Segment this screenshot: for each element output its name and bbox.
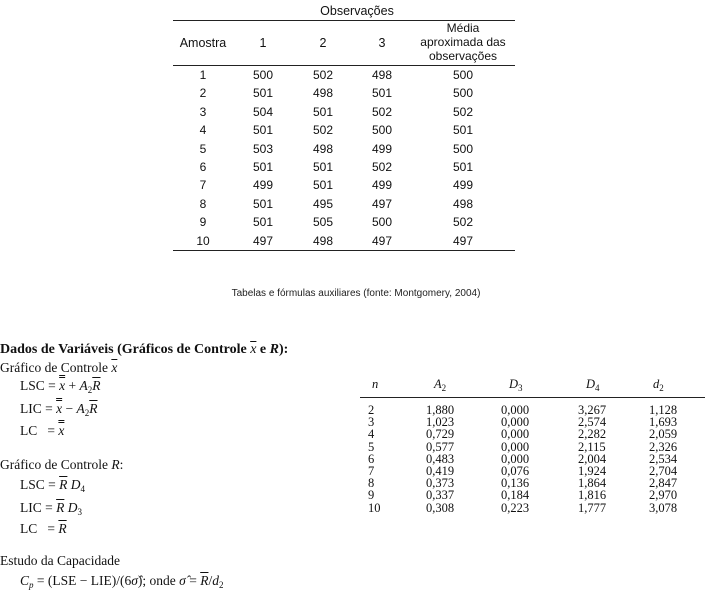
observation-cell: 500 <box>452 86 474 101</box>
observation-cell: 3 <box>199 104 207 119</box>
constants-row <box>360 477 705 489</box>
constants-row <box>360 404 705 416</box>
constants-cell: 5 <box>368 439 375 454</box>
constants-row <box>360 502 705 514</box>
constants-cell: 1,023 <box>426 415 455 430</box>
constants-cell: 2,574 <box>578 415 607 430</box>
header-obs-3: 3 <box>378 36 386 50</box>
observation-cell: 497 <box>252 233 274 248</box>
bottom-rule <box>173 250 515 251</box>
observation-cell: 497 <box>371 233 393 248</box>
constants-cell: 2,115 <box>578 439 606 454</box>
r-lc-formula: LC = $\overline{R}$ <box>20 521 67 536</box>
header-media-line-3: observações <box>428 49 498 63</box>
observation-row <box>173 197 515 215</box>
observation-row <box>173 234 515 252</box>
observation-row <box>173 160 515 178</box>
constants-cell: 0,000 <box>501 439 530 454</box>
section-title: Dados de Variáveis (Gráficos de Controle $\overline{x}$ e R): <box>0 342 289 357</box>
observation-cell: 505 <box>312 215 334 230</box>
constants-cell: 3 <box>368 415 375 430</box>
header-a2: $A_2$ <box>434 377 447 393</box>
constants-cell: 1,880 <box>426 403 455 417</box>
header-obs-1: 1 <box>259 36 267 50</box>
observation-cell: 10 <box>196 233 210 248</box>
constants-cell: 4 <box>368 427 375 442</box>
constants-cell: 6 <box>368 451 375 466</box>
constants-header <box>360 377 705 393</box>
constants-cell: 0,373 <box>426 476 455 491</box>
constants-cell: 8 <box>368 476 375 491</box>
constants-cell: 0,223 <box>501 500 530 515</box>
constants-row <box>360 453 705 465</box>
constants-cell: 0,076 <box>501 464 530 478</box>
r-lsc-formula: LSC = $\overline{R}$ $D_4$ <box>20 477 86 494</box>
constants-cell: 0,000 <box>501 403 530 417</box>
observation-cell: 502 <box>371 160 393 174</box>
observation-cell: 498 <box>312 141 334 156</box>
constants-cell: 0,337 <box>426 488 455 503</box>
observation-cell: 5 <box>199 141 207 156</box>
observation-cell: 504 <box>252 104 274 119</box>
constants-cell: 0,483 <box>426 451 455 466</box>
constants-cell: 1,693 <box>649 415 678 430</box>
constants-cell: 0,000 <box>501 415 530 430</box>
constants-cell: 9 <box>368 488 375 503</box>
observation-cell: 1 <box>199 68 207 82</box>
observation-cell: 7 <box>199 178 207 193</box>
header-media <box>415 21 511 63</box>
xbar-chart-title-text: Gráfico de Controle <box>0 360 108 375</box>
cp-formula: $C_p = (LSE$ − LIE)/(6σ̂); onde σ̂ = $\overline{R}/d_2$ <box>20 573 224 590</box>
constants-cell: 10 <box>368 500 381 515</box>
observation-cell: 501 <box>252 215 274 230</box>
observation-cell: 500 <box>452 141 474 156</box>
observation-row <box>173 86 515 104</box>
observation-row <box>173 105 515 123</box>
observation-cell: 6 <box>199 160 207 174</box>
constants-cell: 0,419 <box>426 464 455 478</box>
constants-cell: 7 <box>368 464 375 478</box>
observation-cell: 498 <box>312 86 334 101</box>
constants-cell: 0,577 <box>426 439 455 454</box>
constants-cell: 0,000 <box>501 451 530 466</box>
xbar-chart-title: Gráfico de Controle $\overline{x}$ <box>0 360 118 375</box>
header-d4: $D_4$ <box>586 377 600 393</box>
observation-cell: 501 <box>312 104 334 119</box>
observation-cell: 501 <box>252 86 274 101</box>
constants-cell: 2,326 <box>649 439 678 454</box>
constants-row <box>360 416 705 428</box>
observation-cell: 502 <box>371 104 393 119</box>
constants-cell: 2,847 <box>649 476 678 491</box>
observation-cell: 499 <box>371 141 393 156</box>
figure-caption: Tabelas e fórmulas auxiliares (fonte: Montgomery, 2004) <box>231 288 481 299</box>
observation-cell: 499 <box>252 178 274 193</box>
observacoes-group-header: Observações <box>320 4 394 18</box>
observation-cell: 503 <box>252 141 274 156</box>
header-rule <box>173 65 515 66</box>
observation-cell: 499 <box>371 178 393 193</box>
observation-cell: 8 <box>199 196 207 211</box>
observation-cell: 9 <box>199 215 207 230</box>
r-chart-title: Gráfico de Controle R: <box>0 457 124 472</box>
observation-row <box>173 123 515 141</box>
observation-cell: 2 <box>199 86 207 101</box>
constants-cell: 2,059 <box>649 427 678 442</box>
constants-cell: 0,136 <box>501 476 530 491</box>
constants-cell: 1,128 <box>649 403 678 417</box>
observation-cell: 501 <box>252 160 274 174</box>
xbar-lc-formula: LC = x <box>20 423 65 438</box>
constants-cell: 3,267 <box>578 403 607 417</box>
r-lic-formula: LIC = $\overline{R}$ $D_3$ <box>20 500 82 517</box>
observation-cell: 500 <box>371 215 393 230</box>
constants-row <box>360 489 705 501</box>
observation-row <box>173 215 515 233</box>
observation-cell: 497 <box>371 196 393 211</box>
constants-row <box>360 428 705 440</box>
observation-cell: 502 <box>452 104 474 119</box>
observation-row <box>173 68 515 86</box>
observation-cell: 501 <box>252 123 274 138</box>
constants-cell: 1,816 <box>578 488 607 503</box>
capability-title: Estudo da Capacidade <box>0 553 120 568</box>
constants-cell: 2,004 <box>578 451 607 466</box>
header-media-line-1: Média <box>446 21 480 35</box>
observation-cell: 502 <box>452 215 474 230</box>
section-title-and: e <box>259 342 267 357</box>
xbar-symbol: $\overline{x}$ <box>250 342 257 357</box>
observation-cell: 502 <box>312 123 334 138</box>
observation-cell: 498 <box>452 196 474 211</box>
constants-row <box>360 465 705 477</box>
constants-cell: 2,970 <box>649 488 678 503</box>
observation-cell: 499 <box>452 178 474 193</box>
constants-header-rule <box>360 397 705 398</box>
observation-cell: 501 <box>312 178 334 193</box>
constants-cell: 1,777 <box>578 500 607 515</box>
header-amostra: Amostra <box>179 36 227 50</box>
header-d3: $D_3$ <box>509 377 523 393</box>
header-d2: $d_2$ <box>653 377 664 393</box>
xbar-lsc-formula: LSC = $x + A_2\overline{R}$ <box>20 378 101 395</box>
observation-cell: 498 <box>371 68 393 82</box>
constants-cell: 1,864 <box>578 476 607 491</box>
section-title-text: Dados de Variáveis (Gráficos de Controle <box>0 342 247 357</box>
observation-row <box>173 142 515 160</box>
observation-cell: 502 <box>312 68 334 82</box>
observation-cell: 500 <box>252 68 274 82</box>
constants-cell: 2 <box>368 403 375 417</box>
constants-cell: 1,924 <box>578 464 607 478</box>
observation-cell: 495 <box>312 196 334 211</box>
constants-cell: 3,078 <box>649 500 678 515</box>
constants-cell: 2,704 <box>649 464 678 478</box>
observation-cell: 501 <box>371 86 393 101</box>
header-obs-2: 2 <box>319 36 327 50</box>
constants-cell: 2,282 <box>578 427 607 442</box>
header-media-line-2: aproximada das <box>420 35 506 49</box>
constants-row <box>360 441 705 453</box>
observation-cell: 501 <box>252 196 274 211</box>
observation-cell: 497 <box>452 233 474 248</box>
constants-cell: 0,308 <box>426 500 455 515</box>
observation-cell: 500 <box>452 68 474 82</box>
observation-row <box>173 178 515 196</box>
r-symbol: R <box>269 342 279 357</box>
constants-cell: 0,729 <box>426 427 455 442</box>
observation-cell: 501 <box>452 123 474 138</box>
constants-cell: 0,184 <box>501 488 530 503</box>
observation-cell: 498 <box>312 233 334 248</box>
constants-cell: 2,534 <box>649 451 678 466</box>
observation-cell: 4 <box>199 123 207 138</box>
observation-cell: 500 <box>371 123 393 138</box>
observation-cell: 501 <box>312 160 334 174</box>
constants-cell: 0,000 <box>501 427 530 442</box>
observation-cell: 501 <box>452 160 474 174</box>
xbar-lic-formula: LIC = $x - A_2\overline{R}$ <box>20 401 98 418</box>
header-n: n <box>372 377 379 391</box>
